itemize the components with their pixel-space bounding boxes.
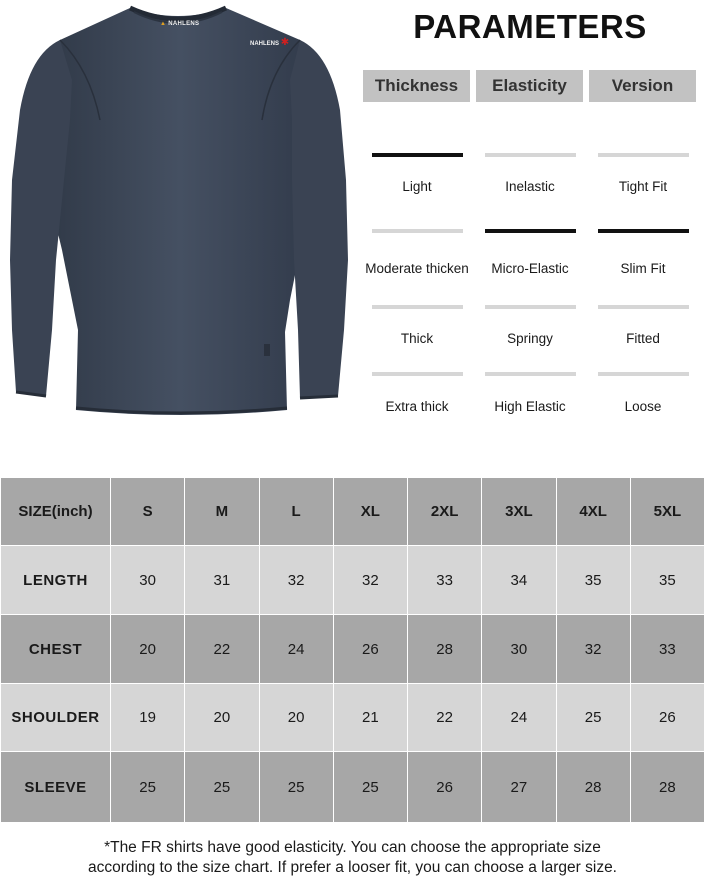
param-header-version: Version — [589, 70, 696, 102]
table-cell: 30 — [111, 546, 185, 615]
param-option-label: High Elastic — [494, 399, 566, 414]
size-label: M — [185, 478, 259, 546]
level-bar — [598, 153, 689, 157]
param-option-label: Fitted — [626, 331, 660, 346]
table-cell: 22 — [185, 615, 259, 684]
table-cell: 20 — [259, 684, 333, 752]
brand-logo: ▲ NAHLENS — [160, 21, 200, 27]
table-cell: 20 — [111, 615, 185, 684]
table-row-sleeve — [1, 752, 705, 823]
table-cell: 22 — [408, 684, 482, 752]
param-header-thickness: Thickness — [363, 70, 470, 102]
table-cell: 31 — [185, 546, 259, 615]
level-bar — [372, 305, 463, 309]
chest-logo: NAHLENS ✱ — [250, 37, 290, 48]
level-bar — [372, 372, 463, 376]
table-cell: 26 — [630, 684, 704, 752]
param-option-label: Loose — [624, 399, 662, 414]
table-cell: 35 — [556, 546, 630, 615]
note-line: *The FR shirts have good elasticity. You can choose the appropriate size — [104, 839, 601, 856]
size-header-row — [1, 478, 705, 546]
param-header-elasticity: Elasticity — [476, 70, 583, 102]
note-line: according to the size chart. If prefer a looser fit, you can choose a larger size. — [88, 859, 617, 876]
product-image — [0, 0, 360, 440]
param-option-label: Moderate thicken — [365, 261, 469, 276]
level-bar — [372, 229, 463, 233]
size-label: L — [259, 478, 333, 546]
param-option-label: Inelastic — [505, 179, 555, 194]
size-label: 5XL — [630, 478, 704, 546]
param-option-label: Springy — [507, 331, 553, 346]
param-option-label: Thick — [400, 331, 434, 346]
param-option-label: Slim Fit — [620, 261, 666, 276]
table-cell: 27 — [482, 752, 556, 823]
size-note — [0, 838, 705, 878]
table-cell: 32 — [333, 546, 407, 615]
table-cell: 28 — [630, 752, 704, 823]
size-label: S — [111, 478, 185, 546]
table-cell: 26 — [408, 752, 482, 823]
table-cell: 33 — [408, 546, 482, 615]
level-bar — [598, 372, 689, 376]
param-option-label: Light — [402, 179, 432, 194]
size-label: 3XL — [482, 478, 556, 546]
row-label: CHEST — [1, 615, 111, 684]
table-cell: 28 — [408, 615, 482, 684]
selected-level-bar — [598, 229, 689, 233]
table-cell: 30 — [482, 615, 556, 684]
size-label: 4XL — [556, 478, 630, 546]
level-bar — [485, 153, 576, 157]
table-cell: 24 — [482, 684, 556, 752]
level-bar — [485, 372, 576, 376]
size-label: 2XL — [408, 478, 482, 546]
table-cell: 25 — [333, 752, 407, 823]
level-bar — [598, 305, 689, 309]
param-option-label: Micro-Elastic — [491, 261, 569, 276]
table-row-length — [1, 546, 705, 615]
level-bar — [485, 305, 576, 309]
table-cell: 24 — [259, 615, 333, 684]
row-label: SLEEVE — [1, 752, 111, 823]
param-option-label: Extra thick — [385, 399, 449, 414]
table-cell: 25 — [259, 752, 333, 823]
selected-level-bar — [485, 229, 576, 233]
table-cell: 21 — [333, 684, 407, 752]
row-label: SHOULDER — [1, 684, 111, 752]
table-cell: 25 — [185, 752, 259, 823]
size-corner-label: SIZE(inch) — [1, 478, 111, 546]
table-cell: 34 — [482, 546, 556, 615]
table-cell: 20 — [185, 684, 259, 752]
table-cell: 32 — [556, 615, 630, 684]
table-cell: 32 — [259, 546, 333, 615]
table-cell: 26 — [333, 615, 407, 684]
table-cell: 33 — [630, 615, 704, 684]
shirt-illustration — [0, 0, 360, 440]
table-row-chest — [1, 615, 705, 684]
size-label: XL — [333, 478, 407, 546]
param-option-label: Tight Fit — [618, 179, 668, 194]
size-chart-table — [0, 477, 705, 823]
table-cell: 35 — [630, 546, 704, 615]
parameters-title: PARAMETERS — [413, 8, 647, 45]
table-cell: 25 — [111, 752, 185, 823]
row-label: LENGTH — [1, 546, 111, 615]
table-cell: 28 — [556, 752, 630, 823]
table-cell: 19 — [111, 684, 185, 752]
selected-level-bar — [372, 153, 463, 157]
table-cell: 25 — [556, 684, 630, 752]
table-row-shoulder — [1, 684, 705, 752]
